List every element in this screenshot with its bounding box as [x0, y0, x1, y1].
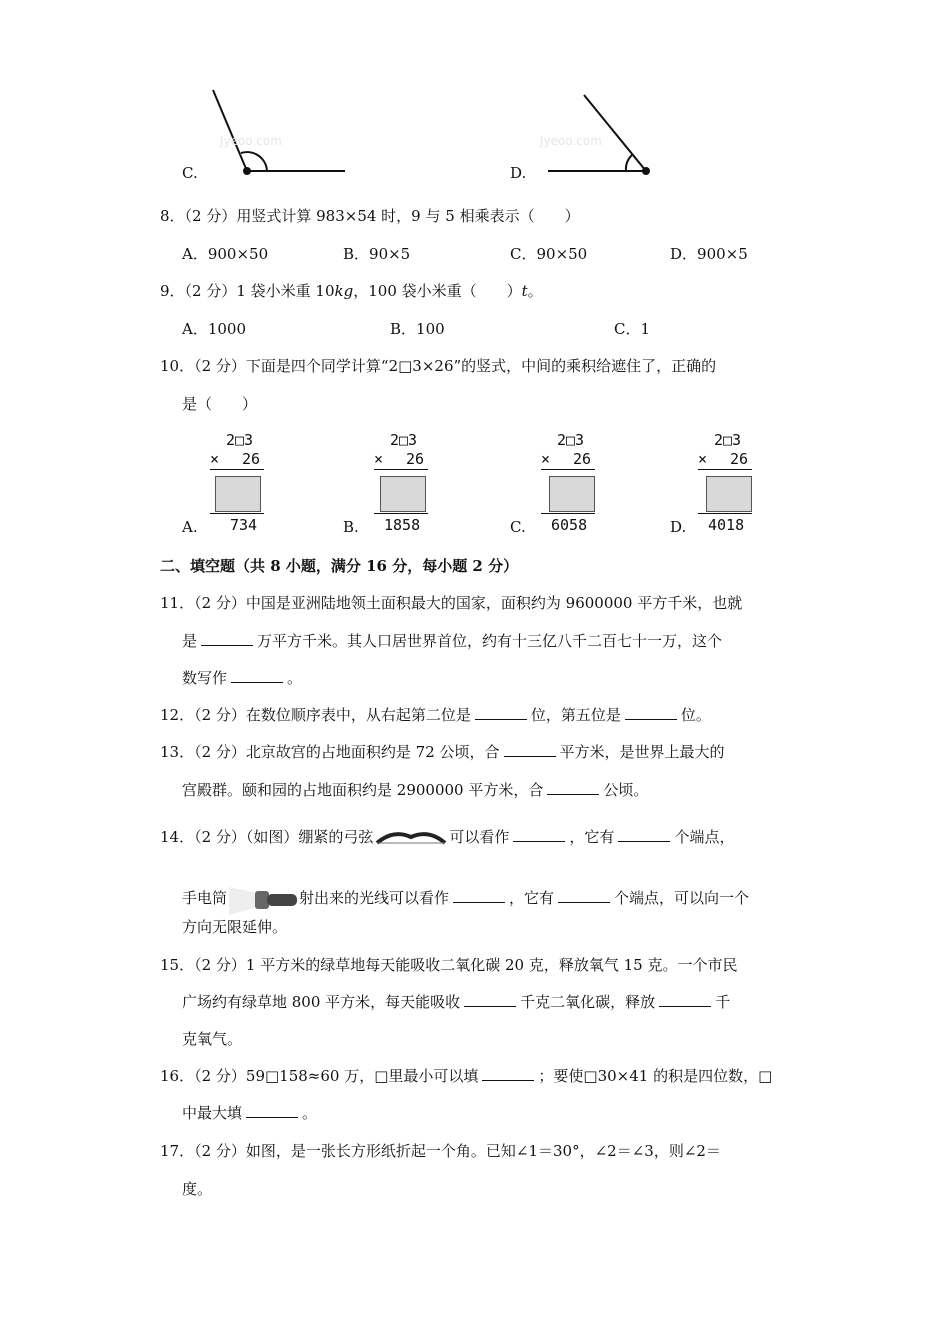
q15-line2-a: 广场约有绿草地 800 平方米，每天能吸收: [182, 993, 461, 1011]
q13-line2-b: 公顷。: [603, 781, 649, 799]
q16-line2-b: 。: [302, 1104, 318, 1122]
q15-line2-c: 千: [715, 993, 731, 1011]
q13-blank-1[interactable]: [504, 742, 556, 757]
q13-line1-b: 平方米，是世界上最大的: [559, 743, 725, 761]
figure-d-rule2: [698, 513, 752, 514]
figure-a-rule: [210, 469, 264, 470]
q15-line3: 克氧气。: [182, 1030, 243, 1048]
q13-line2-a: 宫殿群。颐和园的占地面积约是 2900000 平方米，合: [182, 781, 544, 799]
q14-line1-a: 14．（2 分）（如图）绷紧的弓弦: [160, 828, 374, 846]
option-c-label: C.: [182, 164, 198, 182]
q8-stem: 8．（2 分）用竖式计算 983×54 时，9 与 5 相乘表示（ ）: [160, 207, 580, 225]
q12-blank-2[interactable]: [625, 705, 677, 720]
q14-line2: [182, 881, 749, 917]
figure-a-mult: 26: [242, 450, 261, 468]
figure-b-cover: [380, 476, 426, 512]
bow-icon: [373, 827, 449, 849]
q11-blank-1[interactable]: [201, 631, 253, 646]
watermark-d: Jyeoo.com: [540, 134, 602, 148]
q11-blank-2[interactable]: [231, 668, 283, 683]
q14-line1-b: 可以看作: [449, 828, 510, 846]
q14-line1: [160, 826, 734, 849]
figure-a-rule2: [210, 513, 264, 514]
q14-line2-a: 手电筒: [182, 889, 228, 907]
q11-line3: [182, 667, 302, 688]
figure-b-top: 2□3: [390, 431, 418, 449]
q14-line2-b: 射出来的光线可以看作: [299, 889, 450, 907]
q8-option-c: C．90×50: [510, 245, 588, 263]
q13-line2: [182, 779, 648, 800]
figure-c-rule2: [541, 513, 595, 514]
q16-line2-a: 中最大填: [182, 1104, 243, 1122]
watermark-c: Jyeoo.com: [220, 134, 282, 148]
q16-line1-a: 16．（2 分）59□158≈60 万，□里最小可以填: [160, 1067, 479, 1085]
q15-line1: 15．（2 分）1 平方米的绿草地每天能吸收二氧化碳 20 克，释放氧气 15 克。一个市民: [160, 956, 738, 974]
figure-d-result: 4018: [708, 516, 745, 534]
q10-stem-line2: 是（ ）: [182, 395, 258, 413]
q9-option-a: A．1000: [182, 320, 247, 338]
figure-a-times: ×: [210, 450, 220, 468]
section-2-title: 二、填空题（共 8 小题，满分 16 分，每小题 2 分）: [160, 557, 519, 575]
q15-blank-2[interactable]: [659, 992, 711, 1007]
q13-line1-a: 13．（2 分）北京故宫的占地面积约是 72 公顷，合: [160, 743, 500, 761]
q11-line2-b: 万平方千米。其人口居世界首位，约有十三亿八千二百七十一万，这个: [257, 632, 723, 650]
q16-blank-1[interactable]: [482, 1066, 534, 1081]
q9-option-b: B．100: [390, 320, 445, 338]
q9-stem: [160, 280, 543, 301]
q11-line3-a: 数写作: [182, 669, 228, 687]
figure-d-top: 2□3: [714, 431, 742, 449]
figure-c-times: ×: [541, 450, 551, 468]
figure-a-result: 734: [230, 516, 258, 534]
figure-c-top: 2□3: [557, 431, 585, 449]
q8-option-b: B．90×5: [343, 245, 411, 263]
q13-blank-2[interactable]: [547, 780, 599, 795]
figure-d-cover: [706, 476, 752, 512]
figure-d-times: ×: [698, 450, 708, 468]
q14-line2-c: ，它有: [509, 889, 555, 907]
figure-b-letter: B.: [343, 518, 359, 536]
q9-stem-end: 。: [527, 282, 543, 300]
q10-stem-line1: 10．（2 分）下面是四个同学计算“2□3×26”的竖式，中间的乘积给遮住了，正确的: [160, 357, 717, 375]
q11-line1: 11．（2 分）中国是亚洲陆地领土面积最大的国家，面积约为 9600000 平方千米，也就: [160, 594, 743, 612]
q12-b: 位，第五位是: [530, 706, 621, 724]
figure-a-cover: [215, 476, 261, 512]
q11-line3-b: 。: [287, 669, 303, 687]
flashlight-icon: [227, 881, 299, 917]
figure-c-mult: 26: [573, 450, 592, 468]
q14-blank-4[interactable]: [558, 888, 610, 903]
figure-a-top: 2□3: [226, 431, 254, 449]
q14-line3: 方向无限延伸。: [182, 918, 288, 936]
q14-blank-1[interactable]: [513, 827, 565, 842]
q11-line2-a: 是: [182, 632, 198, 650]
figure-c-letter: C.: [510, 518, 526, 536]
q16-blank-2[interactable]: [246, 1103, 298, 1118]
q15-line2: [182, 991, 730, 1012]
figure-d-rule: [698, 469, 752, 470]
figure-c-rule: [541, 469, 595, 470]
q16-line1-b: ；要使□30×41 的积是四位数，□: [538, 1067, 773, 1085]
q8-option-d: D．900×5: [670, 245, 748, 263]
q16-line1: [160, 1065, 772, 1086]
figure-d-letter: D.: [670, 518, 687, 536]
figure-b-times: ×: [374, 450, 384, 468]
q12-line: [160, 704, 711, 725]
figure-c-result: 6058: [551, 516, 588, 534]
q14-line1-d: 个端点，: [674, 828, 735, 846]
q15-line2-b: 千克二氧化碳，释放: [520, 993, 656, 1011]
figure-d-mult: 26: [730, 450, 749, 468]
q14-line1-c: ，它有: [569, 828, 615, 846]
figure-b-rule: [374, 469, 428, 470]
figure-a-letter: A.: [182, 518, 198, 536]
figure-c-cover: [549, 476, 595, 512]
q17-line2: 度。: [182, 1180, 213, 1198]
q14-blank-2[interactable]: [618, 827, 670, 842]
q9-stem-prefix: 9．（2 分）1 袋小米重 10: [160, 282, 335, 300]
figure-b-result: 1858: [384, 516, 421, 534]
q15-blank-1[interactable]: [464, 992, 516, 1007]
q8-option-a: A．900×50: [182, 245, 269, 263]
option-d-label: D.: [510, 164, 527, 182]
q9-unit-kg: kg: [334, 282, 354, 300]
q9-stem-mid: ，100 袋小米重（ ）: [353, 282, 522, 300]
q11-line2: [182, 630, 722, 651]
q17-line1: 17．（2 分）如图，是一张长方形纸折起一个角。已知∠1＝30°，∠2＝∠3，则∠2＝: [160, 1142, 721, 1160]
q12-c: 位。: [680, 706, 711, 724]
q9-option-c: C．1: [614, 320, 651, 338]
q14-line2-d: 个端点，可以向一个: [614, 889, 750, 907]
q12-a: 12．（2 分）在数位顺序表中，从右起第二位是: [160, 706, 471, 724]
angle-d-figure: [540, 85, 670, 185]
q9-unit-t: t: [521, 282, 528, 300]
figure-b-mult: 26: [406, 450, 425, 468]
q13-line1: [160, 741, 725, 762]
figure-b-rule2: [374, 513, 428, 514]
q12-blank-1[interactable]: [475, 705, 527, 720]
angle-c-figure: [200, 85, 360, 185]
q16-line2: [182, 1102, 317, 1123]
q14-blank-3[interactable]: [453, 888, 505, 903]
